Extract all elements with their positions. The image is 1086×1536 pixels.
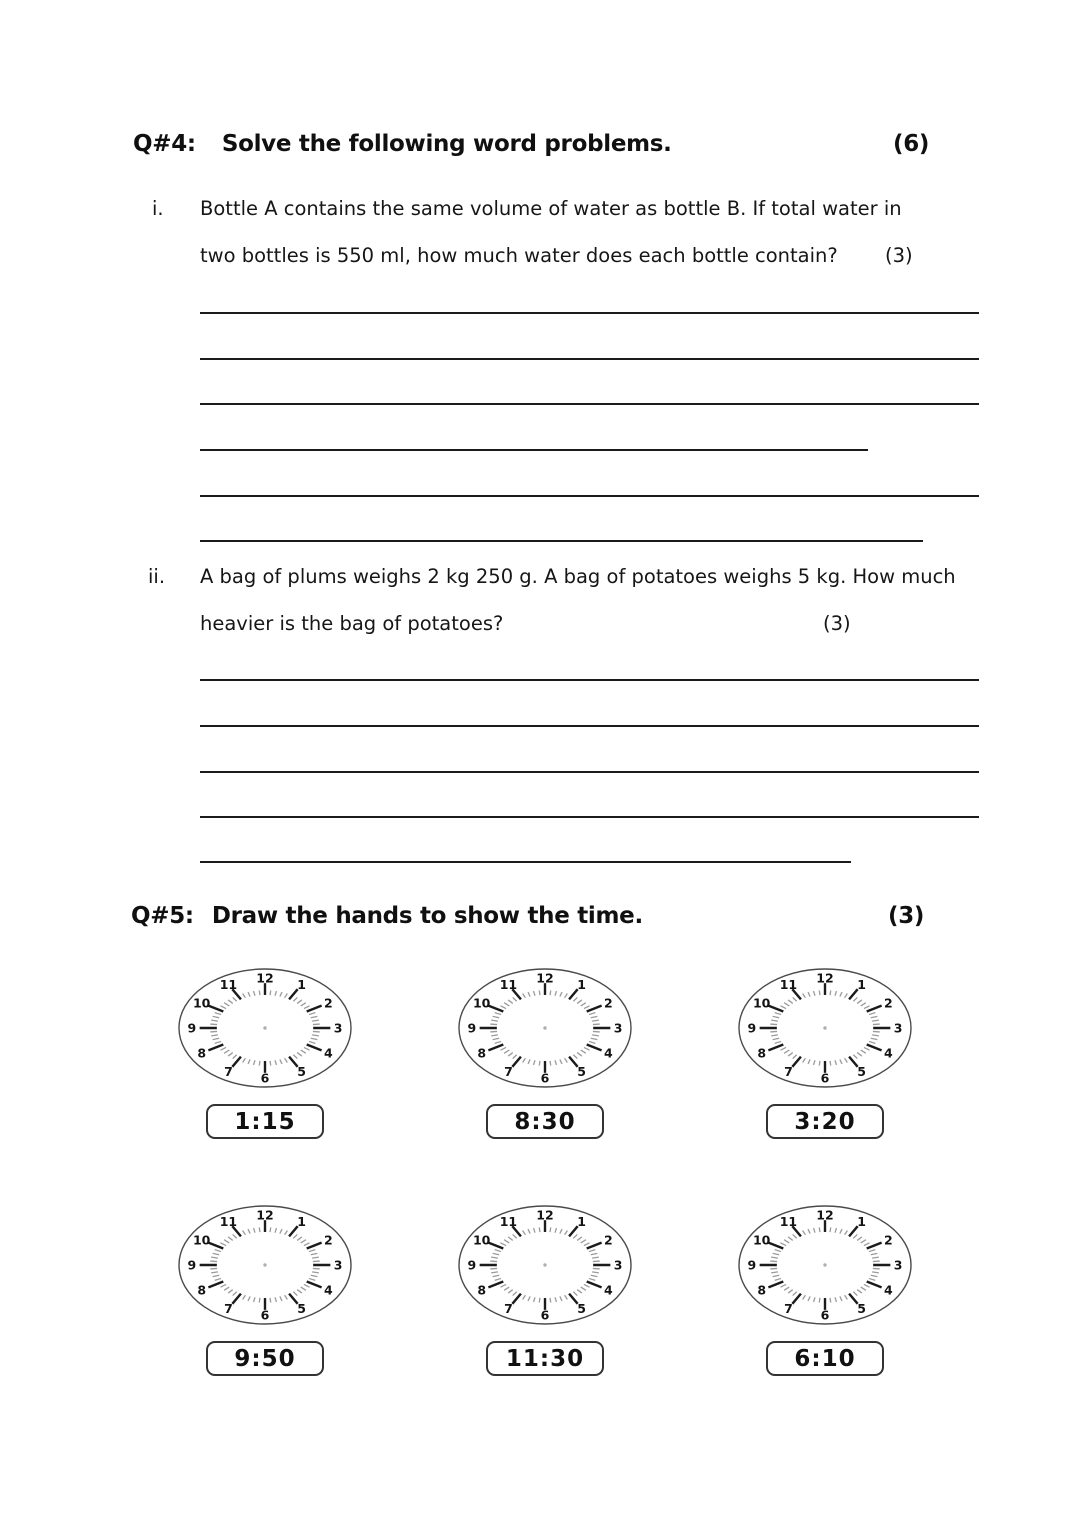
q5-title: Draw the hands to show the time.	[211, 903, 643, 929]
clock-number: 12	[816, 970, 834, 986]
clock-number: 2	[323, 995, 333, 1011]
minute-tick	[830, 1298, 831, 1303]
clock-number: 8	[477, 1282, 487, 1298]
q4-item2-marks: (3)	[823, 612, 851, 635]
clock-number: 6	[260, 1307, 270, 1323]
clock-number: 5	[857, 1300, 866, 1316]
clock-number: 8	[477, 1045, 487, 1061]
minute-tick	[819, 990, 820, 995]
q4-item1-text1: Bottle A contains the same volume of water as bottle B. If total water in	[200, 197, 902, 220]
clock-number: 8	[757, 1282, 767, 1298]
minute-tick	[830, 1227, 831, 1232]
clock-number: 1	[857, 1214, 866, 1230]
minute-tick	[259, 990, 260, 995]
minute-tick	[550, 990, 551, 995]
clock-number: 11	[499, 977, 518, 993]
q4-item1-marks: (3)	[885, 244, 913, 267]
clock-number: 2	[883, 995, 893, 1011]
clock-number: 4	[603, 1282, 613, 1298]
clock-number: 10	[192, 995, 211, 1011]
minute-tick	[770, 1261, 777, 1262]
q5-marks: (3)	[888, 903, 925, 929]
time-label: 11:30	[486, 1341, 604, 1376]
minute-tick	[210, 1024, 217, 1025]
clock-number: 10	[752, 995, 771, 1011]
clock-number: 7	[784, 1300, 793, 1316]
clock-number: 3	[613, 1257, 623, 1273]
minute-tick	[490, 1261, 497, 1262]
clock-number: 5	[577, 1063, 586, 1079]
clock-face	[455, 964, 635, 1092]
minute-tick	[770, 1031, 777, 1032]
answer-line	[200, 861, 851, 863]
clock-number: 1	[577, 1214, 586, 1230]
answer-line	[200, 449, 868, 451]
clock-face	[735, 1201, 915, 1329]
q4-item2-line2	[200, 612, 851, 635]
clock-cell	[455, 1201, 635, 1376]
minute-tick	[593, 1024, 600, 1025]
clock-face	[455, 1201, 635, 1329]
clock-number: 3	[893, 1257, 903, 1273]
clock-number: 4	[603, 1045, 613, 1061]
clock-number: 9	[187, 1257, 197, 1273]
minute-tick	[210, 1031, 217, 1032]
minute-tick	[550, 1298, 551, 1303]
minute-tick	[550, 1061, 551, 1066]
clock-number: 9	[747, 1257, 757, 1273]
answer-line	[200, 725, 979, 727]
minute-tick	[873, 1261, 880, 1262]
minute-tick	[313, 1031, 320, 1032]
clock-number: 1	[297, 1214, 306, 1230]
minute-tick	[270, 1227, 271, 1232]
clock-number: 1	[857, 977, 866, 993]
clock-number: 10	[472, 1232, 491, 1248]
clock-center-dot	[543, 1263, 546, 1266]
clock-number: 9	[467, 1257, 477, 1273]
clock-number: 2	[883, 1232, 893, 1248]
clock-number: 5	[297, 1063, 306, 1079]
clock-number: 4	[323, 1282, 333, 1298]
clock-number: 12	[256, 1207, 274, 1223]
clock-number: 11	[219, 1214, 238, 1230]
minute-tick	[490, 1024, 497, 1025]
answer-line	[200, 495, 979, 497]
clock-center-dot	[263, 1026, 266, 1029]
minute-tick	[873, 1268, 880, 1269]
answer-line	[200, 312, 979, 314]
q4-item2-text1: A bag of plums weighs 2 kg 250 g. A bag of potatoes weighs 5 kg. How much	[200, 565, 956, 588]
clock-number: 4	[323, 1045, 333, 1061]
answer-line	[200, 403, 979, 405]
clock-cell	[175, 964, 355, 1139]
clock-number: 7	[224, 1063, 233, 1079]
q5-label: Q#5:	[131, 903, 194, 929]
minute-tick	[593, 1261, 600, 1262]
minute-tick	[830, 990, 831, 995]
minute-tick	[539, 990, 540, 995]
clock-number: 8	[197, 1045, 207, 1061]
clock-number: 7	[224, 1300, 233, 1316]
minute-tick	[270, 990, 271, 995]
clock-center-dot	[823, 1263, 826, 1266]
clock-number: 9	[467, 1020, 477, 1036]
minute-tick	[270, 1298, 271, 1303]
clock-number: 6	[260, 1070, 270, 1086]
q4-heading	[133, 131, 978, 157]
time-label: 1:15	[206, 1104, 324, 1139]
minute-tick	[259, 1298, 260, 1303]
clock-number: 7	[504, 1300, 513, 1316]
minute-tick	[550, 1227, 551, 1232]
q4-item1-line2	[200, 244, 913, 267]
clock-number: 8	[197, 1282, 207, 1298]
minute-tick	[313, 1268, 320, 1269]
minute-tick	[313, 1024, 320, 1025]
clock-number: 9	[187, 1020, 197, 1036]
q4-item2-text2: heavier is the bag of potatoes?	[200, 612, 504, 635]
clock-number: 8	[757, 1045, 767, 1061]
clock-number: 3	[893, 1020, 903, 1036]
answer-line	[200, 771, 979, 773]
clock-number: 12	[536, 1207, 554, 1223]
clock-number: 7	[504, 1063, 513, 1079]
minute-tick	[873, 1024, 880, 1025]
minute-tick	[539, 1227, 540, 1232]
clock-center-dot	[263, 1263, 266, 1266]
time-label: 9:50	[206, 1341, 324, 1376]
answer-line	[200, 358, 979, 360]
minute-tick	[770, 1024, 777, 1025]
clock-number: 5	[577, 1300, 586, 1316]
clock-number: 12	[536, 970, 554, 986]
clock-number: 6	[540, 1070, 550, 1086]
minute-tick	[593, 1031, 600, 1032]
q4-item1-line1	[152, 197, 902, 220]
clock-number: 10	[192, 1232, 211, 1248]
clock-number: 6	[820, 1307, 830, 1323]
minute-tick	[259, 1061, 260, 1066]
clock-number: 12	[816, 1207, 834, 1223]
minute-tick	[270, 1061, 271, 1066]
minute-tick	[259, 1227, 260, 1232]
clock-number: 9	[747, 1020, 757, 1036]
clock-number: 3	[333, 1020, 343, 1036]
clock-face	[735, 964, 915, 1092]
clock-number: 2	[603, 995, 613, 1011]
time-label: 8:30	[486, 1104, 604, 1139]
q4-item2-line1	[148, 565, 956, 588]
time-label: 3:20	[766, 1104, 884, 1139]
clock-number: 11	[779, 977, 798, 993]
clock-number: 3	[333, 1257, 343, 1273]
clock-cell	[455, 964, 635, 1139]
clock-number: 4	[883, 1045, 893, 1061]
q4-item1-numeral: i.	[152, 197, 164, 220]
clock-number: 11	[499, 1214, 518, 1230]
clock-face	[175, 964, 355, 1092]
clock-cell	[735, 964, 915, 1139]
clock-number: 3	[613, 1020, 623, 1036]
clock-number: 4	[883, 1282, 893, 1298]
minute-tick	[873, 1031, 880, 1032]
answer-line	[200, 816, 979, 818]
q4-item1-text2: two bottles is 550 ml, how much water does each bottle contain?	[200, 244, 838, 267]
clock-number: 11	[219, 977, 238, 993]
clock-number: 2	[603, 1232, 613, 1248]
clock-number: 6	[540, 1307, 550, 1323]
minute-tick	[593, 1268, 600, 1269]
minute-tick	[830, 1061, 831, 1066]
minute-tick	[313, 1261, 320, 1262]
time-label: 6:10	[766, 1341, 884, 1376]
clock-number: 10	[752, 1232, 771, 1248]
clock-number: 1	[577, 977, 586, 993]
minute-tick	[819, 1061, 820, 1066]
minute-tick	[819, 1227, 820, 1232]
answer-line	[200, 679, 979, 681]
q4-title: Solve the following word problems.	[221, 131, 672, 157]
clock-number: 2	[323, 1232, 333, 1248]
clock-number: 11	[779, 1214, 798, 1230]
q4-marks: (6)	[893, 131, 930, 157]
minute-tick	[539, 1061, 540, 1066]
minute-tick	[770, 1268, 777, 1269]
q4-item2-numeral: ii.	[148, 565, 166, 588]
minute-tick	[490, 1031, 497, 1032]
q5-heading	[131, 903, 976, 929]
minute-tick	[210, 1261, 217, 1262]
clock-cell	[735, 1201, 915, 1376]
clock-number: 6	[820, 1070, 830, 1086]
clock-center-dot	[823, 1026, 826, 1029]
clock-grid	[125, 964, 965, 1376]
answer-line	[200, 540, 923, 542]
minute-tick	[210, 1268, 217, 1269]
clock-number: 1	[297, 977, 306, 993]
clock-number: 5	[297, 1300, 306, 1316]
clock-number: 10	[472, 995, 491, 1011]
q4-label: Q#4:	[133, 131, 196, 157]
clock-face	[175, 1201, 355, 1329]
minute-tick	[539, 1298, 540, 1303]
clock-number: 12	[256, 970, 274, 986]
clock-number: 5	[857, 1063, 866, 1079]
minute-tick	[490, 1268, 497, 1269]
clock-number: 7	[784, 1063, 793, 1079]
minute-tick	[819, 1298, 820, 1303]
clock-cell	[175, 1201, 355, 1376]
clock-center-dot	[543, 1026, 546, 1029]
